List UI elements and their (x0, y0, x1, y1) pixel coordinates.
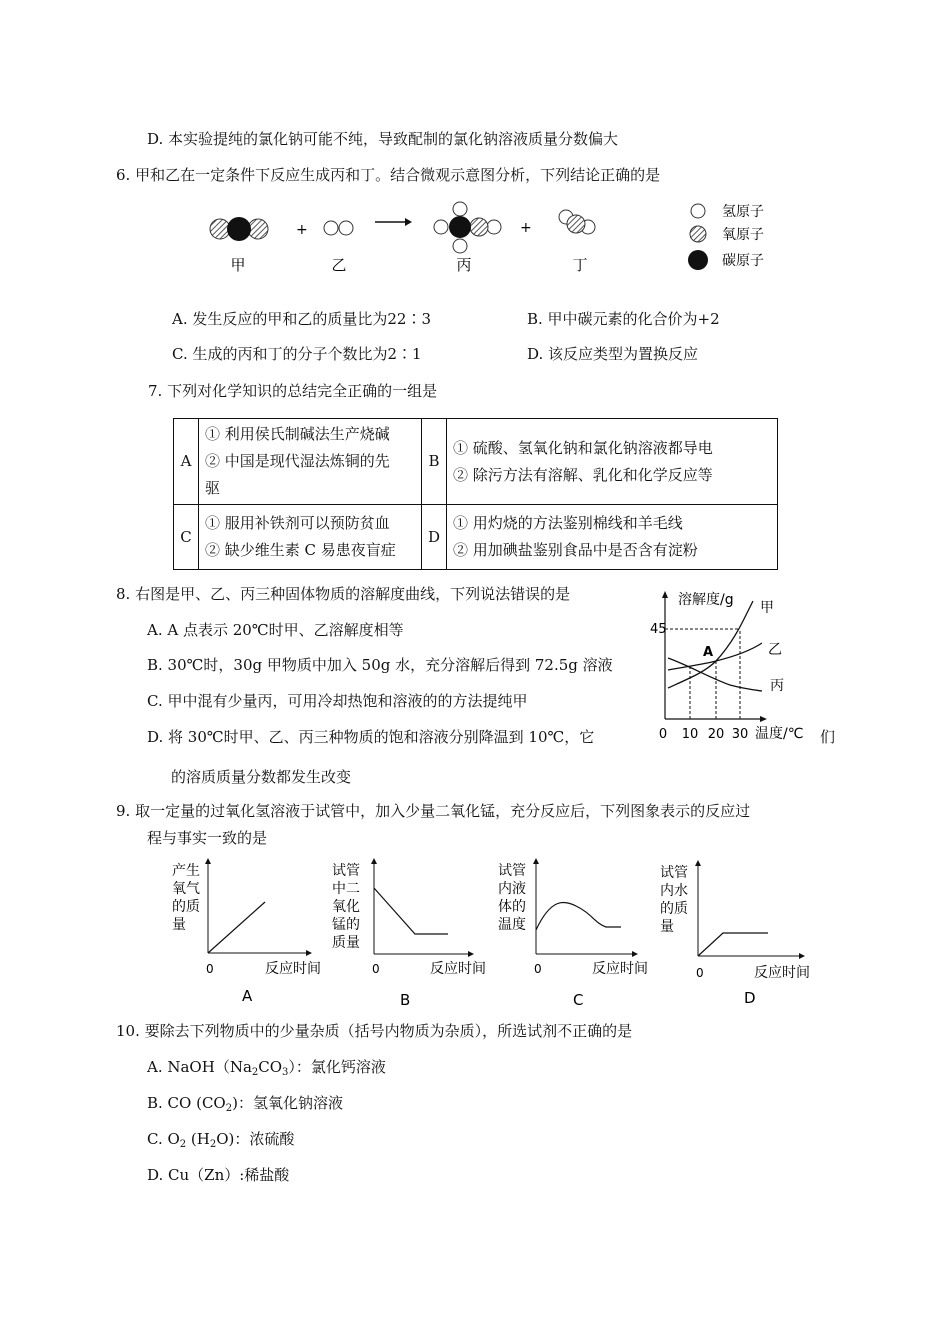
graph-c-letter: C (573, 991, 584, 1009)
cell-c-line1: ① 服用补铁剂可以预防贫血 (205, 514, 390, 532)
graph-a-xlabel: 反应时间 (265, 961, 321, 977)
q10-stem: 10. 要除去下列物质中的少量杂质（括号内物质为杂质），所选试剂不正确的是 (116, 1022, 633, 1040)
x-tick-10: 10 (681, 727, 699, 742)
legend-carbon: 碳原子 (722, 253, 764, 269)
q8-option-c: C. 甲中混有少量丙，可用冷却热饱和溶液的的方法提纯甲 (147, 692, 528, 710)
q6-option-c: C. 生成的丙和丁的分子个数比为2∶1 (172, 345, 422, 363)
label-ding: 丁 (572, 256, 588, 274)
graph-a-ylabel-1: 产生 (172, 863, 200, 879)
graph-c-ylabel-1: 试管 (498, 863, 526, 879)
label-yi: 乙 (331, 256, 347, 274)
graph-b-letter: B (400, 991, 411, 1009)
graph-b-ylabel-2: 中二 (332, 881, 360, 897)
cell-key-d: D (422, 505, 447, 570)
graph-b-xlabel: 反应时间 (430, 961, 486, 977)
graph-b-ylabel-5: 质量 (332, 935, 360, 951)
cell-key-c: C (174, 505, 199, 570)
q9-graph-a (170, 858, 330, 1006)
point-a-label: A (703, 645, 714, 660)
graph-a-ylabel-3: 的质 (172, 899, 200, 915)
solubility-chart (650, 588, 820, 743)
q8-option-d-line1: D. 将 30℃时甲、乙、丙三种物质的饱和溶液分别降温到 10℃，它 (147, 728, 595, 746)
label-bing: 丙 (770, 678, 784, 694)
y-axis-label: 溶解度/g (678, 592, 734, 608)
cell-key-a: A (174, 419, 199, 505)
plus-2: + (520, 220, 532, 236)
graph-b-origin: 0 (372, 962, 380, 976)
q6-option-a: A. 发生反应的甲和乙的质量比为22∶3 (172, 310, 432, 328)
x-axis-label: 温度/℃ (755, 726, 804, 742)
graph-c-ylabel-4: 温度 (498, 917, 526, 933)
q7-stem: 7. 下列对化学知识的总结完全正确的一组是 (148, 382, 438, 400)
x-tick-30: 30 (731, 727, 749, 742)
cell-b (447, 419, 778, 505)
graph-d-letter: D (744, 989, 756, 1007)
graph-a-letter: A (242, 987, 253, 1005)
cell-d-line1: ① 用灼烧的方法鉴别棉线和羊毛线 (453, 514, 683, 532)
cell-b-line1: ① 硫酸、氢氧化钠和氯化钠溶液都导电 (453, 438, 713, 457)
graph-d-ylabel-1: 试管 (660, 865, 688, 881)
q7-table (173, 418, 778, 570)
q8-option-a: A. A 点表示 20℃时甲、乙溶解度相等 (147, 621, 404, 639)
cell-key-b: B (422, 419, 447, 505)
graph-b-ylabel-4: 锰的 (332, 917, 360, 933)
cell-a (199, 419, 422, 505)
cell-c-line2: ② 缺少维生素 C 易患夜盲症 (205, 541, 396, 559)
cell-a-line3: 驱 (205, 479, 221, 497)
cell-b-line2: ② 除污方法有溶解、乳化和化学反应等 (453, 465, 713, 484)
q10-option-a: A. $NaOH(Na_2CO_3)$：氯化钙溶液 (147, 1058, 386, 1078)
q6-micro-diagram (200, 196, 790, 280)
q10-option-d: D. Cu（Zn）:稀盐酸 (147, 1166, 290, 1184)
molecule-ding (559, 210, 595, 234)
graph-c-ylabel-2: 内液 (498, 881, 526, 897)
cell-a-line2: ② 中国是现代湿法炼铜的先 (205, 452, 390, 470)
cell-a-line1: ① 利用侯氏制碱法生产烧碱 (205, 425, 390, 443)
plus-1: + (296, 222, 308, 238)
curve-bing (668, 658, 762, 691)
molecule-jia (210, 217, 268, 241)
cell-d (447, 505, 778, 570)
q10-option-b: B. CO $(CO_2)$：氢氧化钠溶液 (147, 1094, 343, 1114)
q6-option-d: D. 该反应类型为置换反应 (527, 345, 699, 363)
graph-a-origin: 0 (206, 962, 214, 976)
q6-option-b: B. 甲中碳元素的化合价为+2 (527, 310, 720, 328)
graph-d-xlabel: 反应时间 (754, 965, 810, 981)
molecule-bing (434, 202, 501, 253)
q9-graph-b (330, 858, 492, 1010)
q8-stem: 8. 右图是甲、乙、丙三种固体物质的溶解度曲线，下列说法错误的是 (116, 585, 571, 603)
q9-graph-c (496, 858, 656, 1010)
x-tick-20: 20 (707, 727, 725, 742)
label-jia: 甲 (760, 600, 774, 616)
q10-option-c: C. $O_2$ $(H_2O)$：浓硫酸 (147, 1130, 295, 1150)
cell-d-line2: ② 用加碘盐鉴别食品中是否含有淀粉 (453, 541, 698, 559)
graph-c-origin: 0 (534, 962, 542, 976)
graph-d-ylabel-3: 的质 (660, 901, 688, 917)
curve-yi (668, 643, 762, 670)
reaction-arrow (375, 218, 412, 226)
y-tick-45: 45 (650, 622, 667, 637)
graph-b-ylabel-3: 氧化 (332, 899, 360, 915)
q9-stem-line2: 程与事实一致的是 (147, 829, 268, 847)
legend-oxygen: 氧原子 (722, 227, 764, 243)
graph-d-ylabel-4: 量 (660, 919, 674, 935)
cell-c (199, 505, 422, 570)
graph-c-xlabel: 反应时间 (592, 961, 648, 977)
q9-stem-line1: 9. 取一定量的过氧化氢溶液于试管中，加入少量二氧化锰，充分反应后，下列图象表示的反应过 (116, 802, 751, 820)
label-jia: 甲 (230, 256, 246, 274)
graph-b-ylabel-1: 试管 (332, 863, 360, 879)
graph-d-ylabel-2: 内水 (660, 883, 688, 899)
graph-a-ylabel-2: 氧气 (172, 881, 200, 897)
graph-d-origin: 0 (696, 966, 704, 980)
x-tick-0: 0 (658, 727, 668, 742)
q8-option-d-tail: 们 (820, 728, 836, 746)
q9-graph-d (658, 860, 818, 1010)
legend-hydrogen: 氢原子 (722, 204, 764, 220)
molecule-yi (324, 221, 353, 235)
q8-option-d-line2: 的溶质质量分数都发生改变 (171, 768, 352, 786)
graph-a-ylabel-4: 量 (172, 917, 186, 933)
graph-c-ylabel-3: 体的 (498, 899, 526, 915)
label-bing: 丙 (456, 256, 472, 274)
q5-option-d: D. 本实验提纯的氯化钠可能不纯，导致配制的氯化钠溶液质量分数偏大 (147, 130, 619, 148)
label-yi: 乙 (768, 642, 782, 658)
q6-stem: 6. 甲和乙在一定条件下反应生成丙和丁。结合微观示意图分析，下列结论正确的是 (116, 166, 661, 184)
q8-option-b: B. 30℃时，30g 甲物质中加入 50g 水，充分溶解后得到 72.5g 溶液 (147, 656, 613, 674)
legend (688, 204, 764, 270)
